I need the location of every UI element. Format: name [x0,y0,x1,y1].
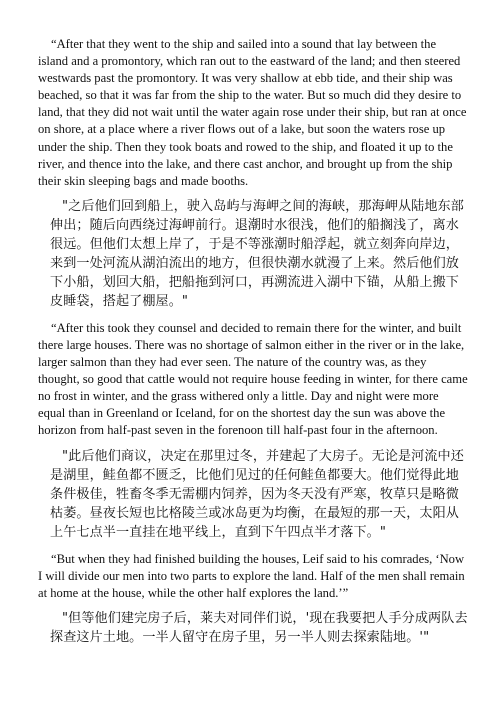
paragraph-chinese-3: "但等他们建完房子后，莱夫对同伴们说，'现在我要把人手分成两队去探查这片土地。一半人留守在房子里，另一半人则去探索陆地。'" [50,610,468,645]
paragraph-chinese-2: "此后他们商议，决定在那里过冬，并建起了大房子。无论是河流中还是湖里，鲑鱼都不匮乏，比他们见过的任何鲑鱼都要大。他们觉得此地条件极佳，牲畜冬季无需棚内饲养，因为冬天没有严寒，牧草只是略微枯萎。昼夜长短也比格陵兰或冰岛更为均衡，在最短的那一天，太阳从上午七点半一直挂在地平线上，直到下午四点半才落下。" [50,448,464,540]
paragraph-english-3: “But when they had finished building the houses, Leif said to his comrades, ‘Now I will divide our men into two parts to explore the land. Half of the men shall remain at home at the house, while the other half explores the land.’” [38,551,465,600]
document-page [38,36,468,647]
paragraph-english-2: “After this took they counsel and decided to remain there for the winter, and built there large houses. There was no shortage of salmon either in the river or in the lake, larger salmon than they had ever seen. The nature of the country was, as they thought, so good that cattle would not require house feeding in winter, for there came no frost in winter, and the grass withered only a little. Day and night were more equal than in Greenland or Iceland, for on the shortest day the sun was above the horizon from half-past seven in the forenoon till half-past four in the afternoon. [38,320,468,438]
paragraph-chinese-1: "之后他们回到船上，驶入岛屿与海岬之间的海峡，那海岬从陆地东部伸出；随后向西绕过海岬前行。退潮时水很浅，他们的船搁浅了，离水很远。但他们太想上岸了，于是不等涨潮时船浮起，就立刻奔向岸边，来到一处河流从湖泊流出的地方，但很快潮水就漫了上来。然后他们放下小船，划回大船，把船拖到河口，再溯流进入湖中下锚，从船上搬下皮睡袋，搭起了棚屋。" [50,198,464,309]
paragraph-english-1: “After that they went to the ship and sailed into a sound that lay between the island and a promontory, which ran out to the eastward of the land; and then steered westwards past the promontory. It was very shallow at ebb tide, and their ship was beached, so that it was far from the ship to the water. But so much did they desire to land, that they did not wait until the water again rose under their ship, but ran at once on shore, at a place where a river flows out of a lake, but soon the waters rose up under the ship. Then they took boats and rowed to the ship, and floated it up to the river, and thence into the lake, and there cast anchor, and brought up from the ship their skin sleeping bags and made booths. [38,37,467,188]
